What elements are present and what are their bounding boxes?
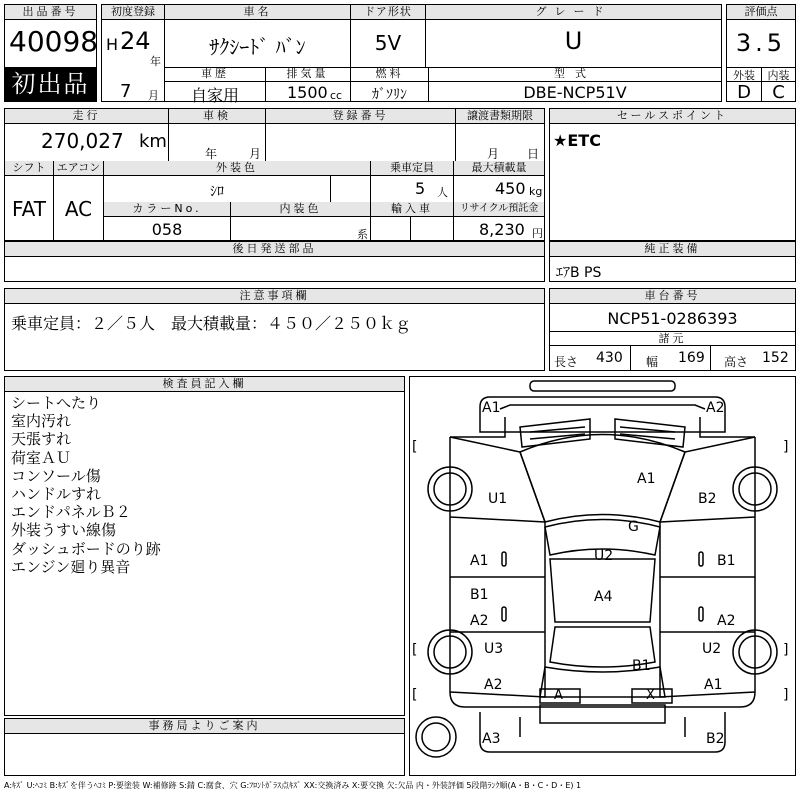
- grade-label: グレード: [426, 5, 721, 19]
- caution: 乗車定員：２／５人 最大積載量：４５０／２５０ｋｇ: [11, 314, 412, 333]
- note-item: シートへたり: [11, 394, 102, 412]
- note-item: 荷室ＡＵ: [11, 448, 72, 467]
- damage-mark: U2: [702, 641, 722, 657]
- length: 430: [596, 350, 623, 366]
- damage-mark: U2: [594, 548, 614, 564]
- chassis-label: 車台番号: [550, 289, 795, 304]
- equipment-box: [549, 241, 796, 282]
- model-label: 型式: [554, 67, 596, 80]
- car-name: ｻｸｼｰﾄﾞ ﾊﾞﾝ: [209, 35, 306, 59]
- damage-mark: [: [412, 439, 418, 455]
- ac-label: エアコン: [54, 161, 103, 175]
- sales-points-box: [549, 108, 796, 241]
- inspection-label: 車検: [169, 109, 265, 123]
- office-box: [4, 718, 405, 776]
- sales-points-label: セールスポイント: [550, 109, 795, 124]
- first-time-badge: 初出品: [5, 67, 96, 101]
- note-item: 外装うすい線傷: [11, 521, 117, 540]
- interior: C: [772, 82, 785, 103]
- damage-mark: A2: [717, 613, 736, 629]
- note-item: コンソール傷: [11, 466, 101, 485]
- displacement-unit: cc: [330, 89, 343, 102]
- damage-mark: [: [412, 642, 418, 658]
- first-reg-era: H: [106, 35, 119, 54]
- capacity: 5: [415, 179, 426, 198]
- displacement: 1500: [287, 83, 328, 102]
- damage-mark: A2: [484, 677, 503, 693]
- exterior-label: 外装: [733, 69, 755, 82]
- max-load: 450: [495, 179, 526, 198]
- note-item: ハンドルすれ: [11, 485, 102, 504]
- damage-mark: U1: [488, 491, 508, 507]
- inspector-box: [4, 376, 405, 716]
- inspector-notes: [11, 394, 161, 576]
- capacity-unit: 人: [437, 186, 448, 199]
- first-reg-label: 初度登録: [102, 5, 164, 19]
- damage-mark: B2: [706, 731, 725, 747]
- lot-number-box: [4, 4, 97, 102]
- month-unit: 月: [148, 89, 159, 102]
- damage-mark: X: [646, 688, 655, 703]
- damage-mark: A2: [470, 613, 489, 629]
- inspection-year-unit: 年: [205, 147, 218, 161]
- door: 5V: [374, 31, 402, 55]
- model: DBE-NCP51V: [523, 83, 627, 102]
- inspector-label: 検査員記入欄: [5, 377, 404, 392]
- mileage: 270,027: [41, 129, 124, 153]
- ext-color: ｼﾛ: [210, 184, 224, 200]
- chassis: NCP51-0286393: [607, 309, 738, 328]
- max-load-label: 最大積載量: [454, 161, 544, 175]
- shift: FAT: [11, 197, 46, 221]
- shift-label: シフト: [5, 161, 53, 175]
- legend: A:ｷｽﾞ U:ﾍｺﾐ B:ｷｽﾞを伴うﾍｺﾐ P:要塗装 W:補修跡 S:錆 C:腐食、穴 G:ﾌﾛﾝﾄｶﾞﾗｽ点ｷｽﾞ XX:交換済み X:要交換 欠:欠品 内・外装評価 5段階ﾗﾝｸ順(A・B・C・D・E) 1: [4, 781, 582, 790]
- score-box: [726, 4, 796, 102]
- damage-mark: A2: [706, 400, 725, 416]
- history-label: 車歴: [201, 67, 229, 80]
- car-name-label: 車名: [165, 5, 350, 19]
- ext-color-label: 外装色: [104, 161, 370, 175]
- damage-mark: G: [628, 519, 639, 535]
- specs-grid: [4, 108, 545, 241]
- int-color-unit: 系: [357, 228, 368, 241]
- damage-mark: A1: [482, 400, 501, 416]
- caution-label: 注意事項欄: [5, 289, 544, 304]
- damage-mark: B1: [717, 553, 736, 569]
- color-no: 058: [151, 220, 183, 239]
- height: 152: [762, 350, 789, 366]
- capacity-label: 乗車定員: [371, 161, 453, 175]
- note-item: エンジン廻り異音: [11, 557, 131, 576]
- height-label: 高さ: [724, 355, 749, 369]
- fuel: ｶﾞｿﾘﾝ: [372, 87, 407, 103]
- width: 169: [678, 350, 705, 366]
- import-label: 輸入車: [371, 202, 453, 216]
- first-reg-year: 24: [120, 27, 151, 55]
- damage-mark: ]: [783, 439, 789, 455]
- exterior: D: [737, 82, 751, 103]
- length-label: 長さ: [554, 355, 579, 369]
- damage-mark: A1: [637, 471, 656, 487]
- lot-number-label: 出品番号: [5, 5, 96, 20]
- main-header-grid: [101, 4, 722, 105]
- damage-mark: B1: [632, 658, 651, 674]
- score: 3.5: [735, 29, 787, 57]
- later-parts-box: [4, 241, 545, 282]
- office-label: 事務局よりご案内: [5, 719, 404, 734]
- note-item: エンドパネルＢ２: [11, 503, 131, 522]
- interior-label: 内装: [767, 69, 790, 82]
- damage-mark: A4: [594, 589, 613, 605]
- transfer-month-unit: 月: [487, 147, 500, 161]
- recycle-label: リサイクル預託金: [454, 202, 544, 216]
- recycle-unit: 円: [532, 227, 543, 240]
- fuel-label: 燃料: [375, 67, 404, 80]
- damage-mark: ]: [783, 687, 789, 703]
- lot-number: 40098: [9, 25, 99, 58]
- dims-label: 諸元: [658, 332, 687, 345]
- note-item: ダッシュボードのり跡: [11, 539, 161, 558]
- transfer-day-unit: 日: [527, 147, 540, 161]
- history: 自家用: [190, 86, 239, 105]
- score-label: 評価点: [727, 5, 795, 20]
- damage-mark: A3: [482, 731, 501, 747]
- note-item: 室内汚れ: [11, 412, 72, 431]
- damage-mark: ]: [783, 642, 789, 658]
- mileage-unit: km: [139, 131, 167, 152]
- later-parts-label: 後日発送部品: [5, 242, 544, 257]
- door-label: ドア形状: [351, 5, 425, 19]
- width-label: 幅: [646, 355, 659, 369]
- recycle: 8,230: [479, 220, 525, 239]
- damage-mark: [: [412, 687, 418, 703]
- transfer-label: 譲渡書類期限: [456, 109, 544, 123]
- displacement-label: 排気量: [286, 67, 329, 80]
- equipment: ｴｱB PS: [556, 265, 602, 281]
- damage-mark: U3: [484, 641, 504, 657]
- first-reg-month: 7: [120, 81, 132, 102]
- year-unit: 年: [150, 55, 161, 68]
- grade: U: [564, 27, 583, 55]
- caution-box: [4, 288, 545, 371]
- damage-mark: A: [554, 688, 563, 703]
- inspection-month-unit: 月: [249, 147, 262, 161]
- damage-mark: B1: [470, 587, 489, 603]
- max-load-unit: kg: [529, 185, 543, 198]
- damage-mark: A1: [470, 553, 489, 569]
- ac: AC: [64, 197, 93, 221]
- mileage-label: 走行: [5, 109, 168, 123]
- reg-no-label: 登録番号: [266, 109, 455, 123]
- sales-points: ★ETC: [553, 131, 601, 150]
- car-diagram: [409, 376, 796, 776]
- chassis-box: [549, 288, 796, 371]
- note-item: 天張すれ: [11, 430, 72, 449]
- equipment-label: 純正装備: [550, 242, 795, 257]
- damage-mark: A1: [704, 677, 723, 693]
- int-color-label: 内装色: [231, 202, 370, 216]
- damage-mark: B2: [698, 491, 717, 507]
- color-no-label: カラーNo.: [104, 202, 230, 216]
- car-outline: [410, 377, 795, 775]
